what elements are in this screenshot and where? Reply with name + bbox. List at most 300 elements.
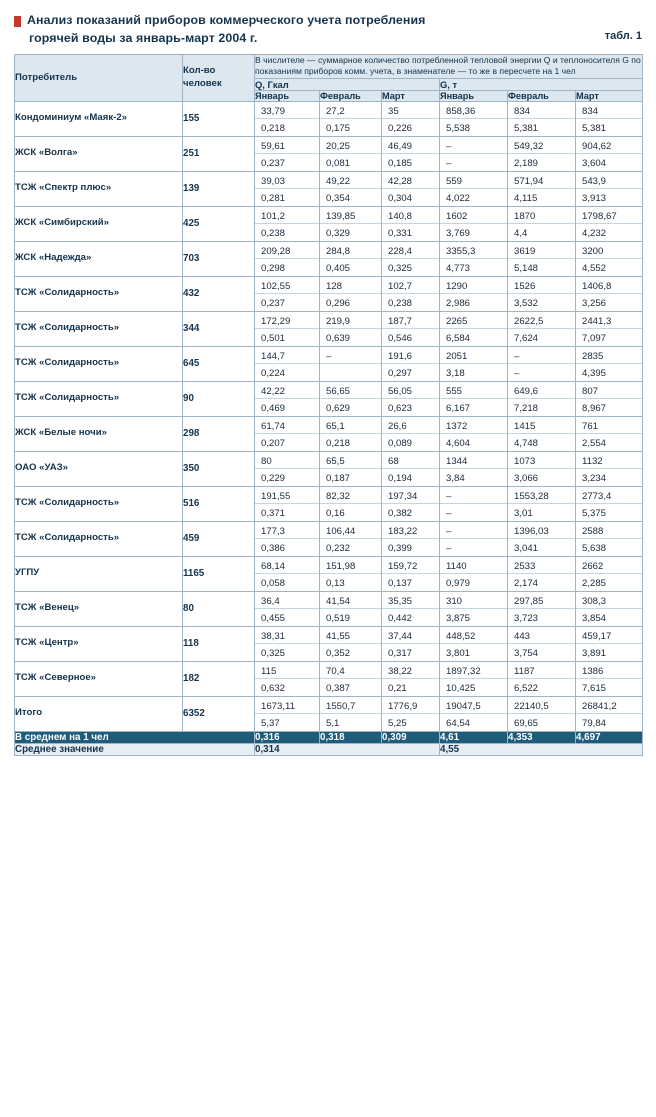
cell-q-mar: [382, 136, 440, 171]
value-top: 187,7: [382, 312, 439, 329]
value-bottom: 3,256: [582, 297, 607, 309]
value-top: 571,94: [508, 172, 575, 189]
value-bottom: [320, 364, 381, 381]
table-row: [15, 241, 643, 276]
cell-g-jan: [440, 346, 508, 381]
table-row: [15, 311, 643, 346]
value-bottom: 3,01: [514, 507, 533, 519]
cell-q-feb: [320, 626, 382, 661]
value-top: 834: [508, 102, 575, 119]
value-top: 284,8: [320, 242, 381, 259]
value-bottom: 2,986: [446, 297, 471, 309]
value-bottom: –: [446, 507, 452, 519]
value-bottom: 2,189: [514, 157, 539, 169]
value-top: 858,36: [440, 102, 507, 119]
value-top: 172,29: [255, 312, 319, 329]
value-top: 1386: [576, 662, 642, 679]
value-bottom: 0,629: [326, 402, 351, 414]
cell-g-feb: [508, 101, 576, 136]
cell-g-jan: [440, 661, 508, 696]
cell-g-jan: [440, 101, 508, 136]
value-top: 42,22: [255, 382, 319, 399]
value-bottom: 5,381: [514, 122, 539, 134]
cell-g-jan: [440, 416, 508, 451]
cell-q-mar: [382, 311, 440, 346]
value-bottom: 0,296: [326, 297, 351, 309]
value-bottom: 3,754: [514, 647, 539, 659]
value-top: 38,31: [255, 627, 319, 644]
value-top: 1870: [508, 207, 575, 224]
cell-q-mar: [382, 416, 440, 451]
cell-q-feb: [320, 206, 382, 241]
cell-g-feb: [508, 206, 576, 241]
cell-q-mar: [382, 591, 440, 626]
data-table: [14, 54, 643, 756]
consumer-name: ТСЖ «Венец»: [15, 591, 183, 626]
cell-q-mar: [382, 661, 440, 696]
value-top: 68: [382, 452, 439, 469]
value-top: 20,25: [320, 137, 381, 154]
mean-q-value: 0,314: [255, 743, 440, 755]
consumer-name: ЖСК «Надежда»: [15, 241, 183, 276]
value-top: 159,72: [382, 557, 439, 574]
cell-g-feb: [508, 451, 576, 486]
cell-g-mar: [576, 276, 643, 311]
people-count: 182: [183, 661, 255, 696]
average-q-feb: 0,318: [320, 731, 382, 743]
value-top: 1897,32: [440, 662, 507, 679]
title-line-1: Анализ показаний приборов коммерческого учета потребления: [27, 13, 426, 27]
cell-q-jan: [255, 311, 320, 346]
value-bottom: 6,522: [514, 682, 539, 694]
value-top: 1344: [440, 452, 507, 469]
table-row: [15, 101, 643, 136]
value-bottom: 0,317: [388, 647, 413, 659]
value-top: 35,35: [382, 592, 439, 609]
cell-g-mar: [576, 346, 643, 381]
cell-q-jan: [255, 136, 320, 171]
cell-q-mar: [382, 486, 440, 521]
cell-g-feb: [508, 591, 576, 626]
value-top: 80: [255, 452, 319, 469]
cell-q-jan: [255, 381, 320, 416]
value-top: 82,32: [320, 487, 381, 504]
value-top: 448,52: [440, 627, 507, 644]
value-top: –: [440, 522, 507, 539]
value-bottom: 3,066: [514, 472, 539, 484]
people-count: 344: [183, 311, 255, 346]
value-top: 151,98: [320, 557, 381, 574]
cell-g-feb: [508, 171, 576, 206]
average-q-jan: 0,316: [255, 731, 320, 743]
cell-g-jan: [440, 556, 508, 591]
cell-g-feb: [508, 276, 576, 311]
value-top: 191,6: [382, 347, 439, 364]
value-bottom: 3,041: [514, 542, 539, 554]
value-bottom: 0,382: [388, 507, 413, 519]
cell-g-jan: [440, 381, 508, 416]
cell-g-mar: [576, 626, 643, 661]
value-top: 102,55: [255, 277, 319, 294]
value-top: 19047,5: [440, 697, 507, 714]
value-top: 65,5: [320, 452, 381, 469]
value-bottom: 4,773: [446, 262, 471, 274]
table-row-average: [15, 731, 643, 743]
value-bottom: 0,329: [326, 227, 351, 239]
cell-g-feb: [508, 241, 576, 276]
cell-q-feb: [320, 661, 382, 696]
value-bottom: 3,854: [582, 612, 607, 624]
value-top: 459,17: [576, 627, 642, 644]
value-top: 42,28: [382, 172, 439, 189]
value-top: 649,6: [508, 382, 575, 399]
value-top: 1415: [508, 417, 575, 434]
table-row: [15, 171, 643, 206]
value-bottom: 0,455: [261, 612, 286, 624]
average-g-feb: 4,353: [508, 731, 576, 743]
value-bottom: 0,442: [388, 612, 413, 624]
table-row: [15, 416, 643, 451]
value-bottom: –: [446, 542, 452, 554]
value-top: 36,4: [255, 592, 319, 609]
value-top: 38,22: [382, 662, 439, 679]
cell-g-mar: [576, 136, 643, 171]
people-count: 645: [183, 346, 255, 381]
value-top: 2588: [576, 522, 642, 539]
value-bottom: 4,4: [514, 227, 528, 239]
value-top: 27,2: [320, 102, 381, 119]
value-top: 101,2: [255, 207, 319, 224]
total-g-feb: [508, 696, 576, 731]
value-top: –: [508, 347, 575, 364]
average-q-mar: 0,309: [382, 731, 440, 743]
cell-g-mar: [576, 451, 643, 486]
mean-label: Среднее значение: [15, 743, 255, 755]
value-bottom: 0,501: [261, 332, 286, 344]
value-bottom: 3,532: [514, 297, 539, 309]
consumer-name: ТСЖ «Солидарность»: [15, 276, 183, 311]
value-bottom: 0,325: [261, 647, 286, 659]
cell-g-mar: [576, 416, 643, 451]
value-top: 65,1: [320, 417, 381, 434]
value-bottom: 0,371: [261, 507, 286, 519]
value-top: 41,55: [320, 627, 381, 644]
value-bottom: 6,167: [446, 402, 471, 414]
value-top: 834: [576, 102, 642, 119]
consumer-name: ТСЖ «Центр»: [15, 626, 183, 661]
people-count: 80: [183, 591, 255, 626]
header-q-group: Q, Гкал: [255, 78, 440, 90]
value-bottom: 0,469: [261, 402, 286, 414]
value-top: 26841,2: [576, 697, 642, 714]
cell-q-mar: [382, 346, 440, 381]
table-row-mean: [15, 743, 643, 755]
cell-q-feb: [320, 486, 382, 521]
people-count: 459: [183, 521, 255, 556]
total-label: Итого: [15, 696, 183, 731]
value-top: 308,3: [576, 592, 642, 609]
value-top: 128: [320, 277, 381, 294]
table-body: [15, 101, 643, 755]
cell-g-mar: [576, 591, 643, 626]
people-count: 425: [183, 206, 255, 241]
header-consumer: Потребитель: [15, 54, 183, 101]
cell-g-mar: [576, 206, 643, 241]
people-count: 139: [183, 171, 255, 206]
people-count: 350: [183, 451, 255, 486]
cell-g-mar: [576, 381, 643, 416]
title-text: [27, 12, 595, 48]
value-top: 219,9: [320, 312, 381, 329]
table-row-total: [15, 696, 643, 731]
value-top: 807: [576, 382, 642, 399]
value-bottom: 3,234: [582, 472, 607, 484]
consumer-name: ТСЖ «Солидарность»: [15, 381, 183, 416]
cell-q-jan: [255, 486, 320, 521]
title-line-2: горячей воды за январь-март 2004 г.: [29, 30, 258, 45]
value-top: 35: [382, 102, 439, 119]
value-bottom: 0,224: [261, 367, 286, 379]
value-bottom: 0,546: [388, 332, 413, 344]
average-g-jan: 4,61: [440, 731, 508, 743]
value-top: 1526: [508, 277, 575, 294]
cell-g-feb: [508, 381, 576, 416]
page-title: [14, 12, 642, 48]
value-bottom: 8,967: [582, 402, 607, 414]
cell-q-feb: [320, 136, 382, 171]
value-bottom: 0,13: [326, 577, 345, 589]
consumer-name: ЖСК «Волга»: [15, 136, 183, 171]
value-top: 46,49: [382, 137, 439, 154]
value-bottom: 0,354: [326, 192, 351, 204]
cell-q-mar: [382, 521, 440, 556]
cell-g-jan: [440, 311, 508, 346]
value-top: 443: [508, 627, 575, 644]
cell-q-feb: [320, 591, 382, 626]
value-top: 140,8: [382, 207, 439, 224]
table-row: [15, 521, 643, 556]
value-bottom: 0,207: [261, 437, 286, 449]
value-top: 102,7: [382, 277, 439, 294]
value-top: 1406,8: [576, 277, 642, 294]
value-top: 1602: [440, 207, 507, 224]
value-bottom: 7,615: [582, 682, 607, 694]
cell-g-feb: [508, 311, 576, 346]
value-bottom: 69,65: [514, 717, 539, 729]
value-bottom: 3,604: [582, 157, 607, 169]
value-bottom: 0,218: [326, 437, 351, 449]
value-bottom: 0,352: [326, 647, 351, 659]
table-row: [15, 486, 643, 521]
value-bottom: 5,37: [261, 717, 280, 729]
value-top: –: [440, 137, 507, 154]
total-g-mar: [576, 696, 643, 731]
cell-q-mar: [382, 556, 440, 591]
value-top: 1673,11: [255, 697, 319, 714]
value-top: 761: [576, 417, 642, 434]
consumer-name: ТСЖ «Солидарность»: [15, 311, 183, 346]
people-count: 298: [183, 416, 255, 451]
cell-q-jan: [255, 626, 320, 661]
table-row: [15, 626, 643, 661]
value-top: 26,6: [382, 417, 439, 434]
value-bottom: 2,174: [514, 577, 539, 589]
value-top: –: [440, 487, 507, 504]
value-top: –: [320, 347, 381, 364]
value-bottom: 0,623: [388, 402, 413, 414]
value-top: 555: [440, 382, 507, 399]
table-row: [15, 556, 643, 591]
consumer-name: Кондоминиум «Маяк-2»: [15, 101, 183, 136]
average-label: В среднем на 1 чел: [15, 731, 255, 743]
header-q-feb: Февраль: [320, 90, 382, 101]
value-bottom: –: [514, 367, 520, 379]
value-top: 228,4: [382, 242, 439, 259]
value-bottom: 0,237: [261, 157, 286, 169]
cell-g-mar: [576, 311, 643, 346]
cell-q-mar: [382, 101, 440, 136]
total-q-jan: [255, 696, 320, 731]
value-bottom: 2,285: [582, 577, 607, 589]
total-q-feb: [320, 696, 382, 731]
cell-g-feb: [508, 626, 576, 661]
table-row: [15, 136, 643, 171]
value-top: 2835: [576, 347, 642, 364]
value-top: 139,85: [320, 207, 381, 224]
value-top: 49,22: [320, 172, 381, 189]
value-top: 61,74: [255, 417, 319, 434]
value-bottom: 0,281: [261, 192, 286, 204]
total-people: 6352: [183, 696, 255, 731]
cell-q-jan: [255, 661, 320, 696]
cell-q-feb: [320, 521, 382, 556]
value-bottom: 5,375: [582, 507, 607, 519]
cell-q-feb: [320, 381, 382, 416]
header-g-feb: Февраль: [508, 90, 576, 101]
table-row: [15, 451, 643, 486]
consumer-name: ЖСК «Симбирский»: [15, 206, 183, 241]
value-bottom: 0,331: [388, 227, 413, 239]
cell-q-jan: [255, 101, 320, 136]
cell-q-jan: [255, 591, 320, 626]
cell-q-jan: [255, 276, 320, 311]
cell-g-mar: [576, 241, 643, 276]
value-top: 1798,67: [576, 207, 642, 224]
value-bottom: 0,304: [388, 192, 413, 204]
value-bottom: 0,229: [261, 472, 286, 484]
cell-g-mar: [576, 521, 643, 556]
value-bottom: 0,639: [326, 332, 351, 344]
value-top: 904,62: [576, 137, 642, 154]
cell-q-mar: [382, 451, 440, 486]
cell-g-jan: [440, 171, 508, 206]
value-bottom: 7,218: [514, 402, 539, 414]
cell-q-jan: [255, 556, 320, 591]
value-bottom: 3,769: [446, 227, 471, 239]
title-marker-icon: [14, 16, 21, 27]
cell-q-feb: [320, 346, 382, 381]
cell-g-jan: [440, 136, 508, 171]
value-bottom: 4,115: [514, 192, 538, 204]
value-bottom: 10,425: [446, 682, 476, 694]
value-top: 543,9: [576, 172, 642, 189]
value-top: 1396,03: [508, 522, 575, 539]
value-bottom: 0,238: [261, 227, 286, 239]
value-top: 22140,5: [508, 697, 575, 714]
value-bottom: 0,297: [388, 367, 413, 379]
consumer-name: ТСЖ «Спектр плюс»: [15, 171, 183, 206]
mean-g-value: 4,55: [440, 743, 643, 755]
people-count: 516: [183, 486, 255, 521]
cell-g-jan: [440, 206, 508, 241]
table-row: [15, 346, 643, 381]
total-q-mar: [382, 696, 440, 731]
cell-q-jan: [255, 241, 320, 276]
value-top: 33,79: [255, 102, 319, 119]
value-bottom: 5,1: [326, 717, 340, 729]
cell-q-mar: [382, 626, 440, 661]
value-bottom: 0,519: [326, 612, 351, 624]
people-count: 432: [183, 276, 255, 311]
people-count: 90: [183, 381, 255, 416]
cell-g-feb: [508, 486, 576, 521]
value-top: 559: [440, 172, 507, 189]
consumer-name: ЖСК «Белые ночи»: [15, 416, 183, 451]
value-bottom: 0,218: [261, 122, 286, 134]
people-count: 1165: [183, 556, 255, 591]
cell-q-feb: [320, 451, 382, 486]
cell-g-jan: [440, 451, 508, 486]
cell-g-mar: [576, 486, 643, 521]
value-top: 56,65: [320, 382, 381, 399]
consumer-name: ТСЖ «Солидарность»: [15, 521, 183, 556]
value-bottom: 0,237: [261, 297, 286, 309]
value-top: 197,34: [382, 487, 439, 504]
consumer-name: ОАО «УАЗ»: [15, 451, 183, 486]
value-top: 209,28: [255, 242, 319, 259]
table-number: табл. 1: [604, 30, 642, 42]
people-count: 251: [183, 136, 255, 171]
value-bottom: 5,381: [582, 122, 607, 134]
value-top: 2773,4: [576, 487, 642, 504]
value-top: 1553,28: [508, 487, 575, 504]
value-top: 191,55: [255, 487, 319, 504]
consumer-name: УГПУ: [15, 556, 183, 591]
value-top: 3355,3: [440, 242, 507, 259]
cell-q-feb: [320, 101, 382, 136]
value-bottom: 3,18: [446, 367, 465, 379]
value-top: 2662: [576, 557, 642, 574]
cell-g-feb: [508, 661, 576, 696]
value-bottom: 0,632: [261, 682, 286, 694]
people-count: 155: [183, 101, 255, 136]
value-top: 1132: [576, 452, 642, 469]
value-bottom: 3,891: [582, 647, 607, 659]
cell-g-mar: [576, 171, 643, 206]
people-count: 118: [183, 626, 255, 661]
value-bottom: 0,16: [326, 507, 345, 519]
header-g-jan: Январь: [440, 90, 508, 101]
value-top: 1290: [440, 277, 507, 294]
value-top: 1187: [508, 662, 575, 679]
cell-g-feb: [508, 556, 576, 591]
value-bottom: 0,226: [388, 122, 413, 134]
cell-q-mar: [382, 206, 440, 241]
value-top: 2265: [440, 312, 507, 329]
cell-g-jan: [440, 626, 508, 661]
cell-q-feb: [320, 556, 382, 591]
value-bottom: 3,84: [446, 472, 465, 484]
